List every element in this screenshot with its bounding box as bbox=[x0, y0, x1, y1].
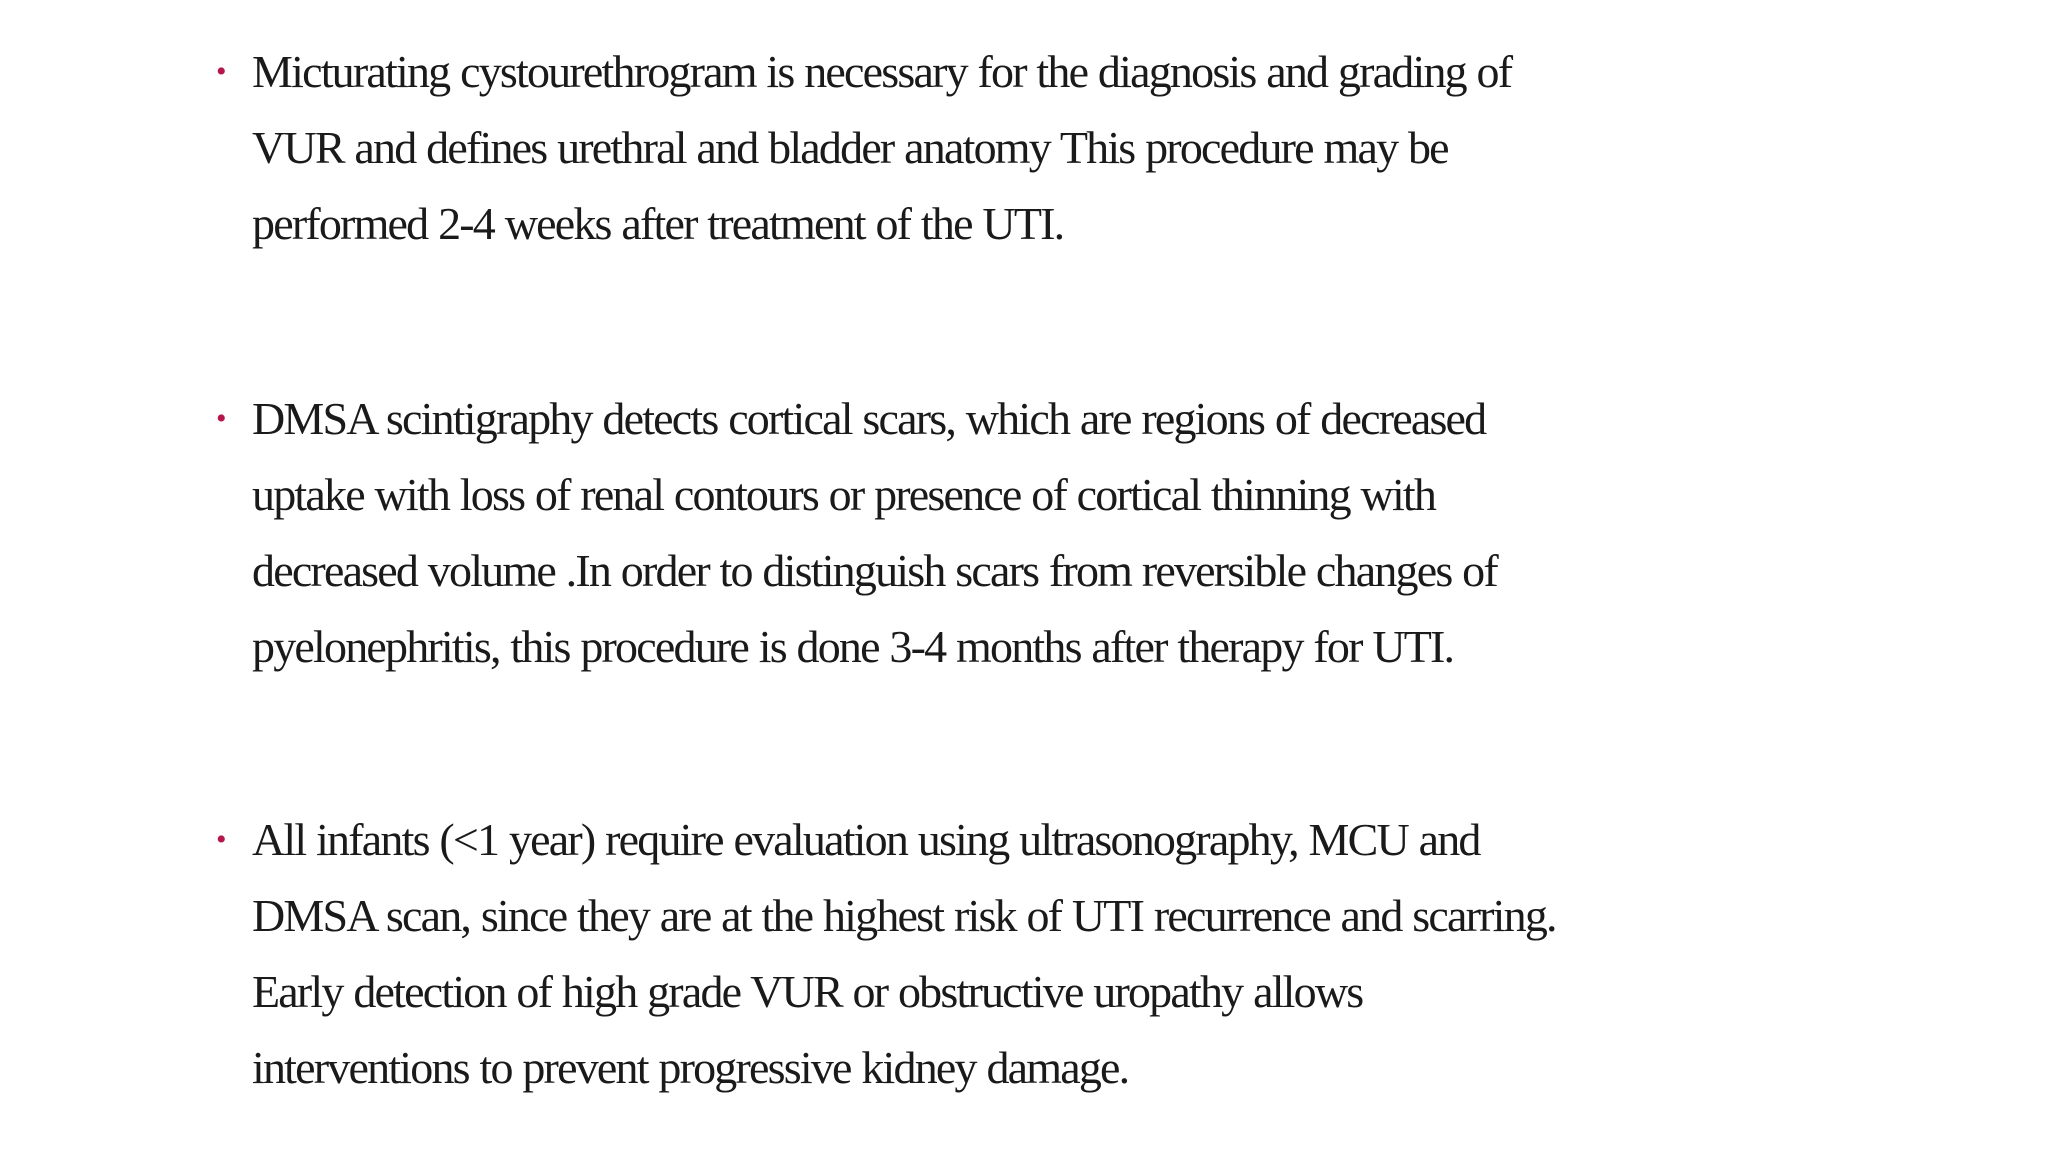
bullet-text-line: Micturating cystourethrogram is necessary for the diagnosis and grading of bbox=[252, 46, 1512, 97]
bullet-text-line: DMSA scintigraphy detects cortical scars, which are regions of decreased bbox=[252, 393, 1486, 444]
bullet-text-line: Early detection of high grade VUR or obstructive uropathy allows bbox=[252, 966, 1363, 1017]
bullet-item-mcu-diagnosis bbox=[216, 34, 1732, 262]
bullet-text-line: All infants (<1 year) require evaluation using ultrasonography, MCU and bbox=[252, 814, 1480, 865]
bullet-marker: • bbox=[216, 55, 227, 88]
bullet-text-line: VUR and defines urethral and bladder anatomy This procedure may be bbox=[252, 122, 1448, 173]
bullet-item-dmsa-scintigraphy bbox=[216, 381, 1732, 685]
bullet-text-line: uptake with loss of renal contours or presence of cortical thinning with bbox=[252, 469, 1436, 520]
bullet-text-line: decreased volume .In order to distinguish scars from reversible changes of bbox=[252, 545, 1497, 596]
bullet-item-infant-evaluation bbox=[216, 802, 1732, 1106]
bullet-marker: • bbox=[216, 823, 227, 856]
bullet-text-line: pyelonephritis, this procedure is done 3-4 months after therapy for UTI. bbox=[252, 621, 1454, 672]
bullet-text-line: interventions to prevent progressive kidney damage. bbox=[252, 1042, 1129, 1093]
bullet-text-line: DMSA scan, since they are at the highest risk of UTI recurrence and scarring. bbox=[252, 890, 1556, 941]
bullet-text-line: performed 2-4 weeks after treatment of the UTI. bbox=[252, 198, 1064, 249]
bullet-marker: • bbox=[216, 402, 227, 435]
